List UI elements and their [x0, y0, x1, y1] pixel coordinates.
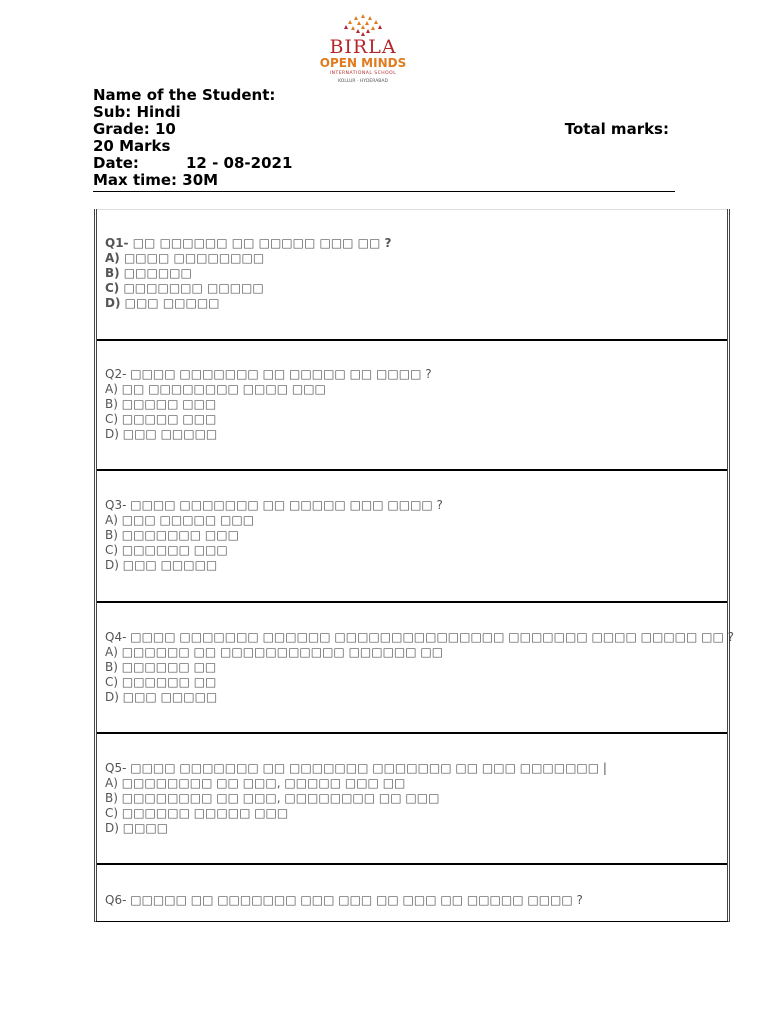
- question-block-5: [105, 761, 607, 836]
- max-time-label: Max time: 30M: [93, 171, 219, 189]
- total-marks-label: Total marks:: [564, 120, 669, 138]
- option-b: B) □□□□□□: [105, 266, 192, 280]
- logo-brand-text: BIRLA: [329, 36, 397, 58]
- question-divider: [97, 732, 727, 734]
- option-b: B) □□□□□ □□□: [105, 397, 217, 411]
- option-d: D) □□□ □□□□□: [105, 296, 220, 310]
- subject-row: [93, 104, 675, 121]
- box-top-divider: [97, 209, 727, 210]
- question-block-3: [105, 498, 443, 573]
- option-a: A) □□□□ □□□□□□□□: [105, 251, 265, 265]
- question-text: Q4- □□□□ □□□□□□□ □□□□□□ □□□□□□□□□□□□□□□ □□□□□□□ □□□□ □□□□□ □□ ?: [105, 630, 735, 644]
- question-block-1: [105, 236, 392, 311]
- grade-label: Grade: 10: [93, 120, 176, 138]
- option-c: C) □□□□□□ □□□: [105, 543, 228, 557]
- logo-sub-text: OPEN MINDS: [319, 56, 407, 70]
- date-label: Date:: [93, 154, 139, 172]
- option-b: B) □□□□□□□ □□□: [105, 528, 239, 542]
- option-c: C) □□□□□□ □□□□□ □□□: [105, 806, 289, 820]
- exam-header: [93, 87, 675, 192]
- option-d: D) □□□ □□□□□: [105, 558, 218, 572]
- question-divider: [97, 339, 727, 341]
- marks-row: [93, 138, 675, 155]
- date-value: 12 - 08-2021: [186, 154, 293, 172]
- option-c: C) □□□□□□ □□: [105, 675, 217, 689]
- logo-school-text: INTERNATIONAL SCHOOL: [329, 71, 397, 76]
- question-divider: [97, 601, 727, 603]
- student-name-label: Name of the Student:: [93, 86, 276, 104]
- question-block-2: [105, 367, 432, 442]
- date-row: [93, 155, 675, 172]
- student-name-row: [93, 87, 675, 104]
- option-d: D) □□□ □□□□□: [105, 427, 218, 441]
- option-c: C) □□□□□□□ □□□□□: [105, 281, 264, 295]
- question-text: Q3- □□□□ □□□□□□□ □□ □□□□□ □□□ □□□□ ?: [105, 498, 443, 512]
- option-b: B) □□□□□□ □□: [105, 660, 217, 674]
- option-a: A) □□□□□□□□ □□ □□□, □□□□□ □□□ □□: [105, 776, 406, 790]
- logo-emblem-icon: [318, 12, 408, 38]
- question-text: Q1- □□ □□□□□□ □□ □□□□□ □□□ □□ ?: [105, 236, 392, 250]
- questions-box: [94, 209, 735, 922]
- question-text: Q5- □□□□ □□□□□□□ □□ □□□□□□□ □□□□□□□ □□ □□□ □□□□□□□ |: [105, 761, 607, 775]
- option-b: B) □□□□□□□□ □□ □□□, □□□□□□□□ □□ □□□: [105, 791, 440, 805]
- option-d: D) □□□ □□□□□: [105, 690, 218, 704]
- option-c: C) □□□□□ □□□: [105, 412, 217, 426]
- question-divider: [97, 863, 727, 865]
- question-text: Q6- □□□□□ □□ □□□□□□□ □□□ □□□ □□ □□□ □□ □□□□□ □□□□ ?: [105, 893, 583, 907]
- max-time-row: [93, 172, 675, 189]
- subject-label: Sub: Hindi: [93, 103, 181, 121]
- question-text: Q2- □□□□ □□□□□□□ □□ □□□□□ □□ □□□□ ?: [105, 367, 432, 381]
- grade-row: [93, 121, 675, 138]
- question-divider: [97, 469, 727, 471]
- question-block-4: [105, 630, 734, 705]
- logo-location-text: KOLLUR · HYDERABAD: [338, 79, 388, 84]
- school-logo: [318, 12, 408, 90]
- question-block-6: [105, 893, 583, 908]
- option-d: D) □□□□: [105, 821, 169, 835]
- option-a: A) □□ □□□□□□□□ □□□□ □□□: [105, 382, 326, 396]
- option-a: A) □□□ □□□□□ □□□: [105, 513, 255, 527]
- marks-value: 20 Marks: [93, 137, 171, 155]
- option-a: A) □□□□□□ □□ □□□□□□□□□□□ □□□□□□ □□: [105, 645, 444, 659]
